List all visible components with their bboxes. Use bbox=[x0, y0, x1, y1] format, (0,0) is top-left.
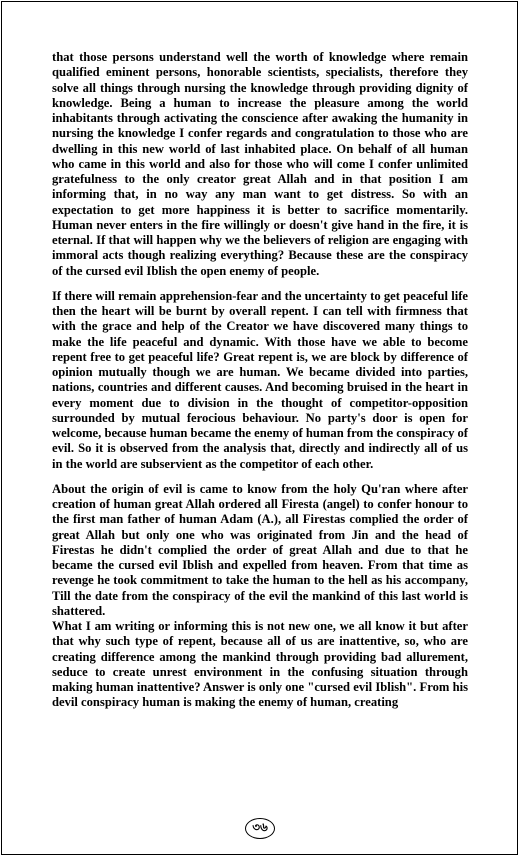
page-body bbox=[52, 50, 468, 711]
paragraph-4: What I am writing or informing this is not new one, we all know it but after that why such type of repent, because all of us are inattentive, so, who are creating difference among the mankind through providing bad allurement, seduce to create unrest environment in the confusing situation through making human inattentive? Answer is only one "cursed evil Iblish". From his devil conspiracy human is making the enemy of human, creating bbox=[52, 619, 468, 710]
paragraph-1: that those persons understand well the worth of knowledge where remain qualified eminent persons, honorable scientists, specialists, therefore they solve all things through nursing the knowledge through providing dignity of knowledge. Being a human to increase the pleasure among the world inhabitants through activating the conscience after awaking the humanity in nursing the knowledge I confer regards and congratulation to those who are dwelling in this new world of last inhabited place. On behalf of all human who came in this world and also for those who will come I confer unlimited gratefulness to the only creator great Allah and in that position I am informing that, in no way any man want to get distress. So with an expectation to get more happiness it is better to sacrifice momentarily. Human never enters in the fire willingly or doesn't give hand in the fire, it is eternal. If that will happen why we the believers of religion are engaging with immoral acts though realizing everything? Because these are the conspiracy of the cursed evil Iblish the open enemy of people. bbox=[52, 50, 468, 278]
paragraph-3: About the origin of evil is came to know from the holy Qu'ran where after creation of human great Allah ordered all Firesta (angel) to confer honour to the first man father of human Adam (A.), all Firestas complied the order of great Allah but only one who was originated from Jin and the head of Firestas he didn't complied the order of great Allah and due to that he became the cursed evil Iblish and expelled from heaven. From that time as revenge he took commitment to take the human to the hell as his accompany, Till the date from the conspiracy of the evil the mankind of this last world is shattered. bbox=[52, 481, 468, 618]
paragraph-2: If there will remain apprehension-fear and the uncertainty to get peaceful life then the heart will be burnt by overall repent. I can tell with firmness that with the grace and help of the Creator we have discovered many things to make the life peaceful and dynamic. With those have we able to become repent free to get peaceful life? Great repent is, we are block by difference of opinion mutually though we are human. We became divided into parties, nations, countries and different causes. And becoming bruised in the heart in every moment due to division in the thought of competitor-opposition surrounded by mutual ferocious behaviour. No party's door is open for welcome, because human became the enemy of human from the conspiracy of evil. So it is observed from the analysis that, directly and indirectly all of us in the world are subservient as the competitor of each other. bbox=[52, 288, 469, 471]
page-number: ৩৬ bbox=[245, 818, 275, 839]
